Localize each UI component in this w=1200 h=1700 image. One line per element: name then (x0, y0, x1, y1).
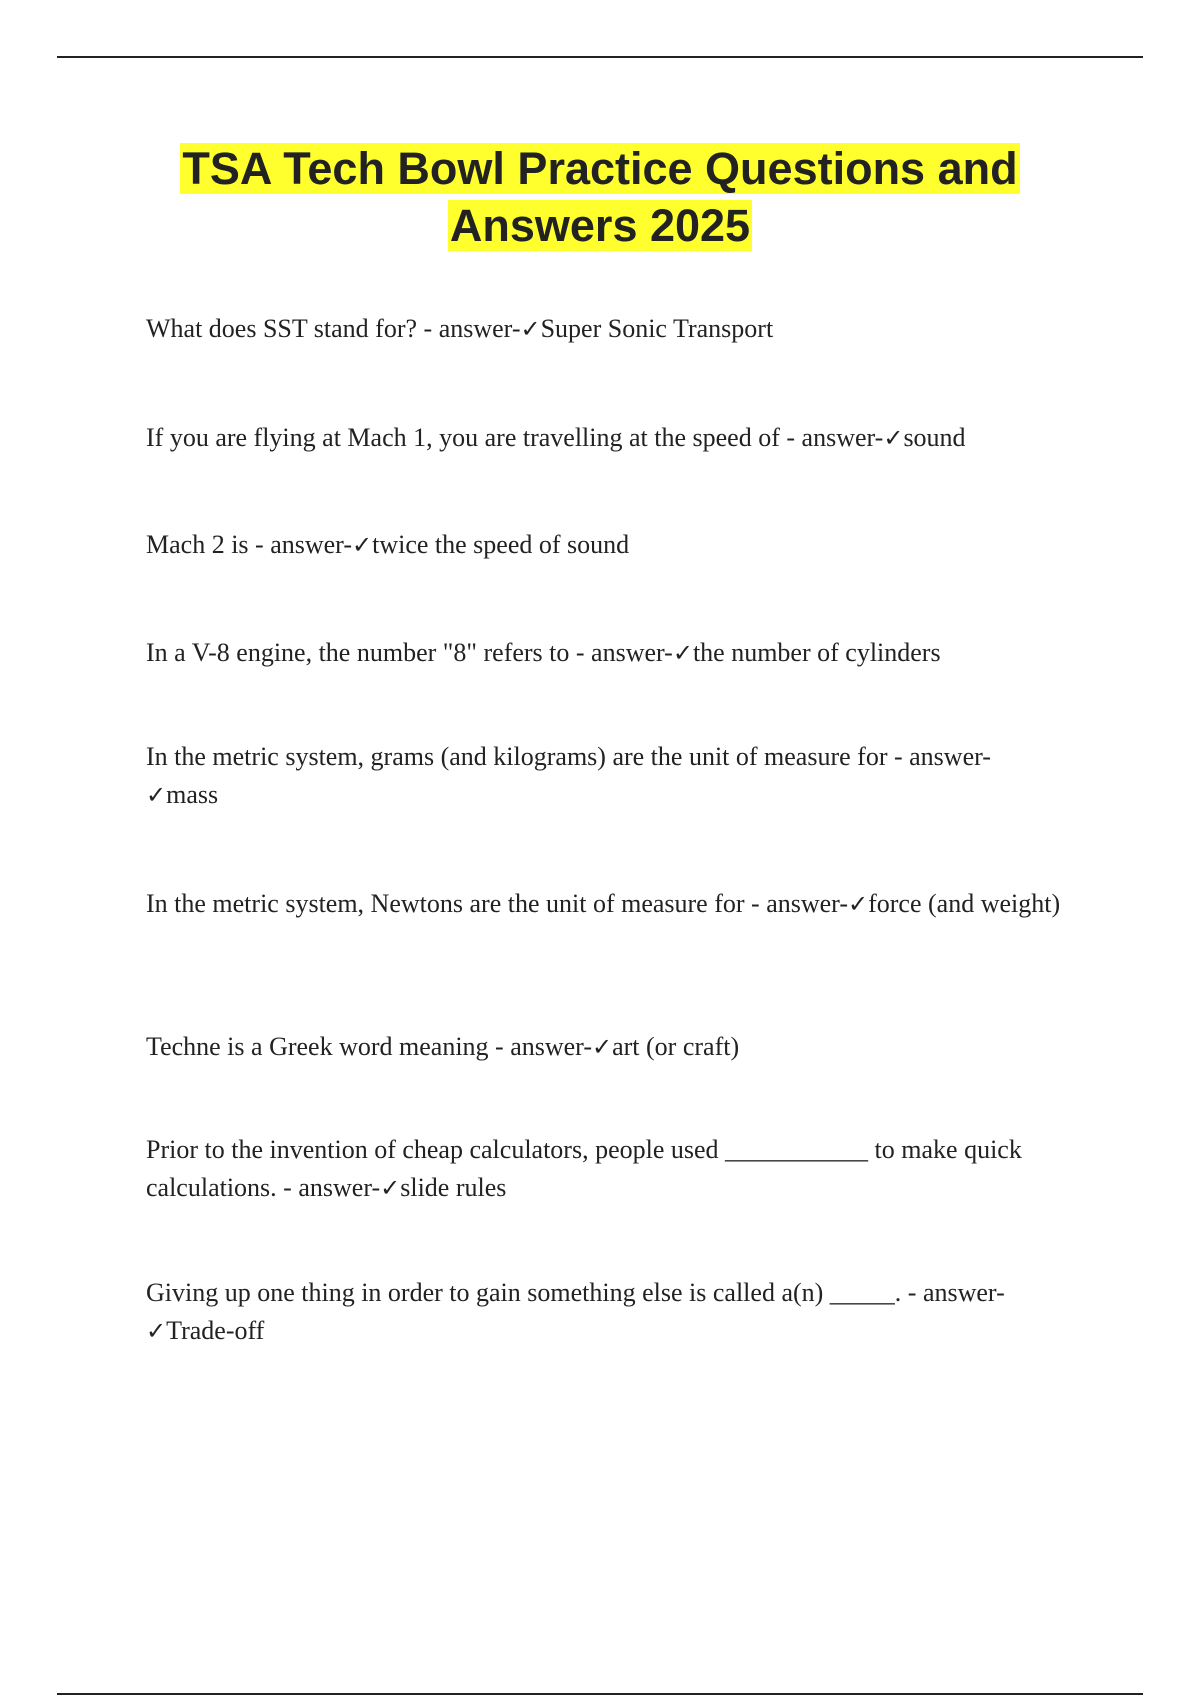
qa-item-7 (146, 1028, 1086, 1066)
answer-label: answer- (766, 889, 848, 918)
bottom-divider (57, 1693, 1143, 1695)
check-icon: ✓ (672, 639, 693, 667)
question-text: If you are flying at Mach 1, you are travelling at the speed of - (146, 423, 802, 452)
answer-label: answer- (270, 530, 352, 559)
question-text: Giving up one thing in order to gain something else is called a(n) _____. - (146, 1278, 923, 1307)
answer-label: answer- (438, 314, 521, 343)
answer-text: slide rules (400, 1173, 507, 1202)
answer-text: force (and weight) (868, 889, 1061, 918)
answer-text: mass (166, 780, 219, 809)
check-icon: ✓ (591, 1033, 613, 1061)
qa-item-3 (146, 526, 1086, 564)
question-text: Prior to the invention of cheap calculators, people used ___________ to make quick calculations. - (146, 1135, 1022, 1202)
question-text: Mach 2 is - (146, 530, 271, 559)
qa-item-4 (146, 634, 1086, 672)
answer-text: art (or craft) (612, 1032, 740, 1061)
check-icon: ✓ (351, 531, 373, 559)
answer-text: Super Sonic Transport (540, 314, 774, 343)
question-text: In the metric system, Newtons are the unit of measure for - (146, 889, 767, 918)
check-icon: ✓ (883, 424, 904, 452)
answer-text: the number of cylinders (692, 638, 941, 667)
answer-text: Trade-off (166, 1316, 265, 1345)
question-text: In a V-8 engine, the number "8" refers to - (146, 638, 592, 667)
title-line-1: TSA Tech Bowl Practice Questions and (182, 143, 1018, 194)
answer-label: answer- (801, 423, 884, 452)
answer-text: twice the speed of sound (372, 530, 630, 559)
document-title (100, 140, 1100, 254)
qa-item-1 (146, 310, 1086, 348)
check-icon: ✓ (146, 781, 167, 809)
check-icon: ✓ (146, 1317, 167, 1345)
answer-label: answer- (922, 1278, 1005, 1307)
question-text: In the metric system, grams (and kilograms) are the unit of measure for - (146, 742, 910, 771)
answer-label: answer- (298, 1173, 381, 1202)
top-divider (57, 56, 1143, 58)
qa-item-5 (146, 738, 1086, 814)
qa-item-2 (146, 419, 1086, 457)
answer-label: answer- (909, 742, 991, 771)
question-text: What does SST stand for? - (146, 314, 439, 343)
answer-label: answer- (591, 638, 673, 667)
qa-item-6 (146, 885, 1086, 923)
check-icon: ✓ (847, 890, 869, 918)
answer-text: sound (903, 423, 966, 452)
question-text: Techne is a Greek word meaning - (146, 1032, 511, 1061)
check-icon: ✓ (380, 1174, 401, 1202)
qa-item-9 (146, 1274, 1086, 1350)
check-icon: ✓ (520, 315, 541, 343)
answer-label: answer- (510, 1032, 592, 1061)
title-line-2: Answers 2025 (449, 200, 751, 251)
qa-item-8 (146, 1131, 1086, 1207)
